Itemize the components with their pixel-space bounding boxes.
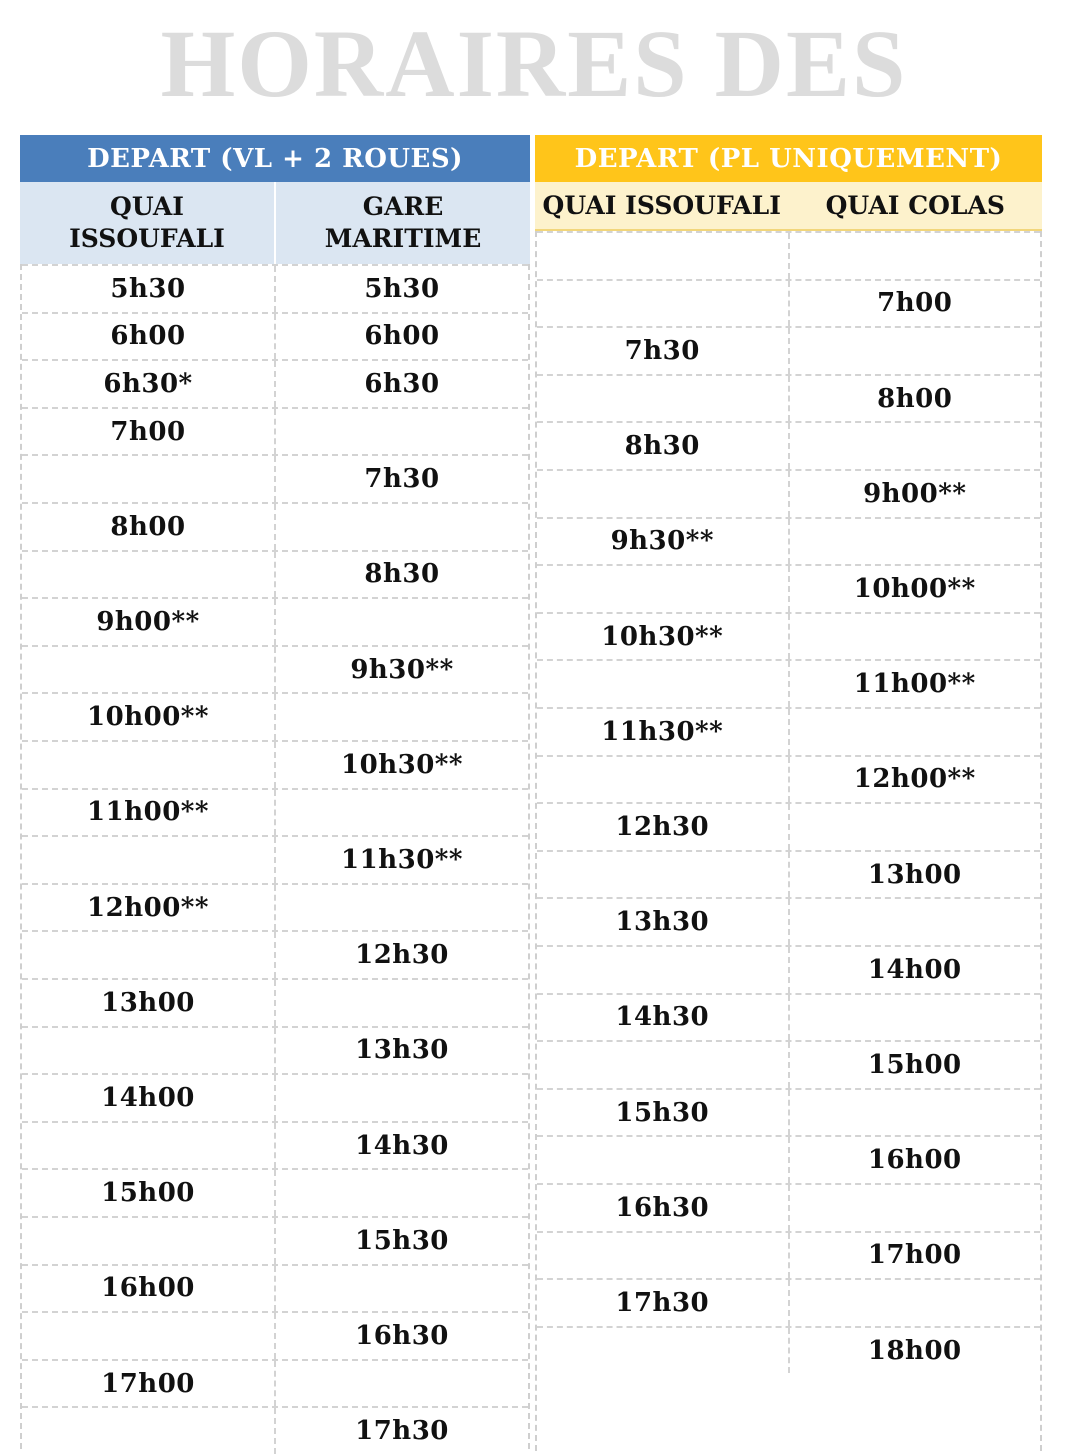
departure-time-cell: 11h30** [274,837,528,883]
schedule-row [22,788,528,836]
departure-time-cell: 9h30** [610,526,714,557]
departure-time-cell: 13h30 [274,1028,528,1074]
vl-departures-table [20,135,530,1449]
departure-time-cell: 8h30 [274,552,528,598]
departure-time-cell: 6h30* [103,368,193,399]
schedule-row [22,597,528,645]
vl-departures-header: DEPART (VL + 2 ROUES) [20,135,530,182]
schedule-row [22,1216,528,1264]
departure-time-cell [537,852,788,898]
departure-time-cell: 16h30 [274,1313,528,1359]
schedule-row [537,850,1040,898]
schedule-row [22,930,528,978]
departure-time-cell: 10h30** [601,621,724,652]
departure-time-cell: 9h00** [788,471,1041,517]
departure-time-cell: 14h00 [788,947,1041,993]
departure-time-cell [274,790,528,836]
departure-time-cell [274,409,528,455]
schedule-row [22,407,528,455]
column-header-gare-maritime: GARE MARITIME [274,182,530,264]
departure-time-cell [788,328,1041,374]
departure-time-cell: 18h00 [788,1328,1041,1374]
schedule-row [22,264,528,312]
departure-time-cell: 10h00** [788,566,1041,612]
departure-time-cell: 7h00 [788,281,1041,327]
departure-time-cell [788,519,1041,565]
departure-time-cell [274,1266,528,1312]
departure-time-cell [537,1233,788,1279]
page-title: HORAIRES DES [160,10,908,117]
schedule-row [537,421,1040,469]
departure-time-cell [22,837,274,883]
departure-time-cell: 13h00 [101,987,195,1018]
departure-time-cell [22,1408,274,1454]
pl-departures-table [535,135,1042,1451]
schedule-row [22,835,528,883]
departure-time-cell [22,1313,274,1359]
departure-time-cell [537,1042,788,1088]
departure-time-cell [788,1280,1041,1326]
schedule-row [537,1326,1040,1374]
departure-time-cell: 17h00 [788,1233,1041,1279]
schedule-row [22,883,528,931]
departure-time-cell [22,1123,274,1169]
schedule-row [537,945,1040,993]
schedule-row [537,1278,1040,1326]
schedule-row [537,1183,1040,1231]
schedule-row [22,978,528,1026]
vl-schedule-grid [20,264,530,1449]
schedule-row [537,517,1040,565]
departure-time-cell: 14h30 [615,1002,710,1033]
departure-time-cell: 5h30 [110,273,186,304]
schedule-row [537,1135,1040,1183]
schedule-row [22,1168,528,1216]
departure-time-cell: 7h00 [110,416,186,447]
departure-time-cell: 14h30 [274,1123,528,1169]
departure-time-cell: 16h30 [615,1192,710,1223]
departure-time-cell [537,1137,788,1183]
departure-time-cell [537,947,788,993]
pl-column-headers [535,182,1042,231]
departure-time-cell [788,899,1041,945]
schedule-row [22,692,528,740]
schedule-row [537,1231,1040,1279]
schedule-row [537,897,1040,945]
departure-time-cell [274,694,528,740]
departure-time-cell [274,1170,528,1216]
departure-time-cell [788,423,1041,469]
departure-time-cell [537,281,788,327]
departure-time-cell: 17h00 [101,1368,195,1399]
schedule-row [22,1073,528,1121]
departure-time-cell: 13h30 [615,907,710,938]
departure-time-cell [274,1075,528,1121]
departure-time-cell: 15h00 [101,1178,195,1209]
departure-time-cell [788,614,1041,660]
departure-time-cell: 6h30 [274,361,528,407]
departure-time-cell: 11h00** [788,661,1041,707]
departure-time-cell: 14h00 [101,1082,195,1113]
departure-time-cell [274,980,528,1026]
schedule-row [22,502,528,550]
departure-time-cell: 6h00 [110,321,186,352]
departure-time-cell: 9h00** [96,606,200,637]
schedule-row [537,279,1040,327]
schedule-row [22,312,528,360]
schedule-row [22,550,528,598]
schedule-row [537,802,1040,850]
departure-time-cell [788,1185,1041,1231]
schedule-row [537,564,1040,612]
departure-time-cell: 9h30** [274,647,528,693]
schedule-row [537,374,1040,422]
schedule-row [537,231,1040,279]
departure-time-cell: 12h00** [87,892,209,923]
schedule-row [22,1311,528,1359]
pl-departures-header: DEPART (PL UNIQUEMENT) [535,135,1042,182]
schedule-row [22,1264,528,1312]
departure-time-cell [537,376,788,422]
departure-time-cell: 16h00 [101,1273,195,1304]
departure-time-cell: 5h30 [274,266,528,312]
departure-time-cell: 12h00** [788,757,1041,803]
departure-time-cell [537,471,788,517]
schedule-row [537,755,1040,803]
departure-time-cell [22,1218,274,1264]
schedule-row [537,993,1040,1041]
departure-time-cell [537,1328,788,1374]
departure-time-cell [274,1361,528,1407]
departure-time-cell [788,1090,1041,1136]
schedule-row [537,1040,1040,1088]
departure-time-cell [22,552,274,598]
departure-time-cell [274,504,528,550]
departure-time-cell: 7h30 [624,335,700,366]
departure-time-cell: 12h30 [274,932,528,978]
schedule-row [22,1359,528,1407]
departure-time-cell: 11h30** [601,716,724,747]
departure-time-cell [22,1028,274,1074]
schedule-row [22,454,528,502]
departure-time-cell [788,709,1041,755]
schedule-row [537,659,1040,707]
schedule-row [537,612,1040,660]
departure-time-cell: 8h00 [110,511,186,542]
schedule-row [22,1121,528,1169]
schedule-row [537,326,1040,374]
departure-time-cell: 15h30 [615,1097,710,1128]
departure-time-cell [788,804,1041,850]
departure-time-cell [22,456,274,502]
departure-time-cell: 10h30** [274,742,528,788]
departure-time-cell [537,233,788,279]
pl-schedule-grid [535,231,1042,1451]
departure-time-cell [788,233,1041,279]
schedule-row [22,1026,528,1074]
departure-time-cell [22,742,274,788]
schedule-row [22,359,528,407]
schedule-row [537,707,1040,755]
column-header-quai-issoufali: QUAI ISSOUFALI [542,190,781,220]
departure-time-cell: 11h00** [87,797,209,828]
departure-time-cell: 17h30 [274,1408,528,1454]
departure-time-cell: 7h30 [274,456,528,502]
departure-time-cell: 16h00 [788,1137,1041,1183]
departure-time-cell: 17h30 [615,1287,710,1318]
schedule-row [22,740,528,788]
schedule-row [22,645,528,693]
departure-time-cell: 15h00 [788,1042,1041,1088]
column-header-quai-colas: QUAI COLAS [825,190,1005,220]
departure-time-cell: 6h00 [274,314,528,360]
departure-time-cell [537,566,788,612]
departure-time-cell: 10h00** [87,702,209,733]
departure-time-cell [274,599,528,645]
departure-time-cell [274,885,528,931]
departure-time-cell [537,757,788,803]
departure-time-cell: 13h00 [788,852,1041,898]
vl-column-headers [20,182,530,264]
departure-time-cell: 12h30 [615,811,710,842]
departure-time-cell: 15h30 [274,1218,528,1264]
schedule-row [22,1406,528,1454]
schedule-row [537,469,1040,517]
departure-time-cell [22,647,274,693]
column-header-quai-issoufali: QUAI ISSOUFALI [69,192,225,253]
departure-time-cell: 8h30 [624,431,700,462]
departure-time-cell [537,661,788,707]
departure-time-cell: 8h00 [788,376,1041,422]
departure-time-cell [788,995,1041,1041]
departure-time-cell [22,932,274,978]
schedule-row [537,1088,1040,1136]
